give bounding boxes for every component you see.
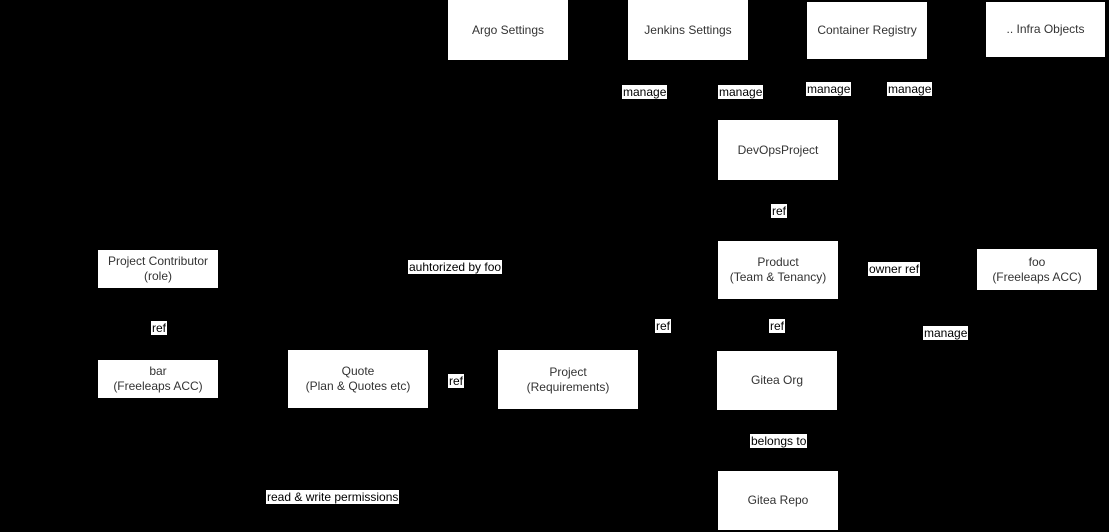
edge-label-ref-devops-product: ref (772, 204, 787, 218)
node-jenkins-settings (628, 0, 748, 60)
edge-label-manage-argo: manage (623, 85, 667, 99)
node-argo-settings-label: Argo Settings (471, 22, 545, 37)
node-project-label: Project (549, 364, 587, 379)
edge-label-belongs-to: belongs to (751, 434, 807, 448)
edge-label-auhtorized-by-foo: auhtorized by foo (409, 260, 502, 274)
node-bar-freeleaps-acc-label: (Freeleaps ACC) (113, 379, 203, 393)
node-product-label: (Team & Tenancy) (729, 270, 827, 284)
node-project-label: (Requirements) (526, 379, 610, 394)
node-project (498, 350, 638, 409)
edge-label-read-write-permissions: read & write permissions (267, 490, 399, 504)
node-product (718, 241, 838, 299)
node-container-registry (807, 2, 927, 59)
node-quote (288, 350, 428, 408)
node-foo-freeleaps-acc-label: (Freeleaps ACC) (992, 269, 1082, 284)
node-gitea-org-label: Gitea Org (750, 373, 804, 387)
node-devops-project (718, 120, 838, 180)
edge-label-ref-project-gitea: ref (656, 319, 671, 333)
node-gitea-repo (718, 471, 838, 530)
node-devops-project-label: DevOpsProject (737, 142, 819, 157)
node-quote-label: Quote (341, 364, 375, 378)
edge-label-ref-product-gitea-org: ref (770, 319, 785, 333)
edge-label-ref-contributor-bar: ref (152, 321, 167, 335)
node-argo-settings (448, 0, 568, 60)
node-gitea-org (717, 351, 837, 410)
node-product-label: Product (757, 255, 799, 269)
node-project-contributor-label: Project Contributor (107, 254, 209, 268)
node-quote-label: (Plan & Quotes etc) (305, 379, 411, 393)
node-project-contributor-label: (role) (143, 269, 172, 283)
node-infra-objects (986, 2, 1105, 57)
node-infra-objects-label: .. Infra Objects (1006, 22, 1085, 36)
node-bar-freeleaps-acc (98, 360, 218, 398)
edge-label-manage-jenkins: manage (719, 85, 763, 99)
node-container-registry-label: Container Registry (817, 23, 917, 37)
edge-label-owner-ref: owner ref (869, 262, 920, 276)
node-bar-freeleaps-acc-label: bar (149, 364, 167, 378)
edge-label-manage-registry: manage (807, 82, 851, 96)
edge-label-manage-infra: manage (888, 82, 932, 96)
edge-label-manage-foo-gitea: manage (924, 326, 968, 340)
node-gitea-repo-label: Gitea Repo (747, 493, 809, 507)
edge-label-ref-quote-project: ref (449, 374, 464, 388)
node-project-contributor (98, 250, 218, 288)
node-foo-freeleaps-acc-label: foo (1028, 254, 1046, 269)
node-jenkins-settings-label: Jenkins Settings (644, 22, 732, 37)
node-foo-freeleaps-acc (977, 249, 1097, 290)
